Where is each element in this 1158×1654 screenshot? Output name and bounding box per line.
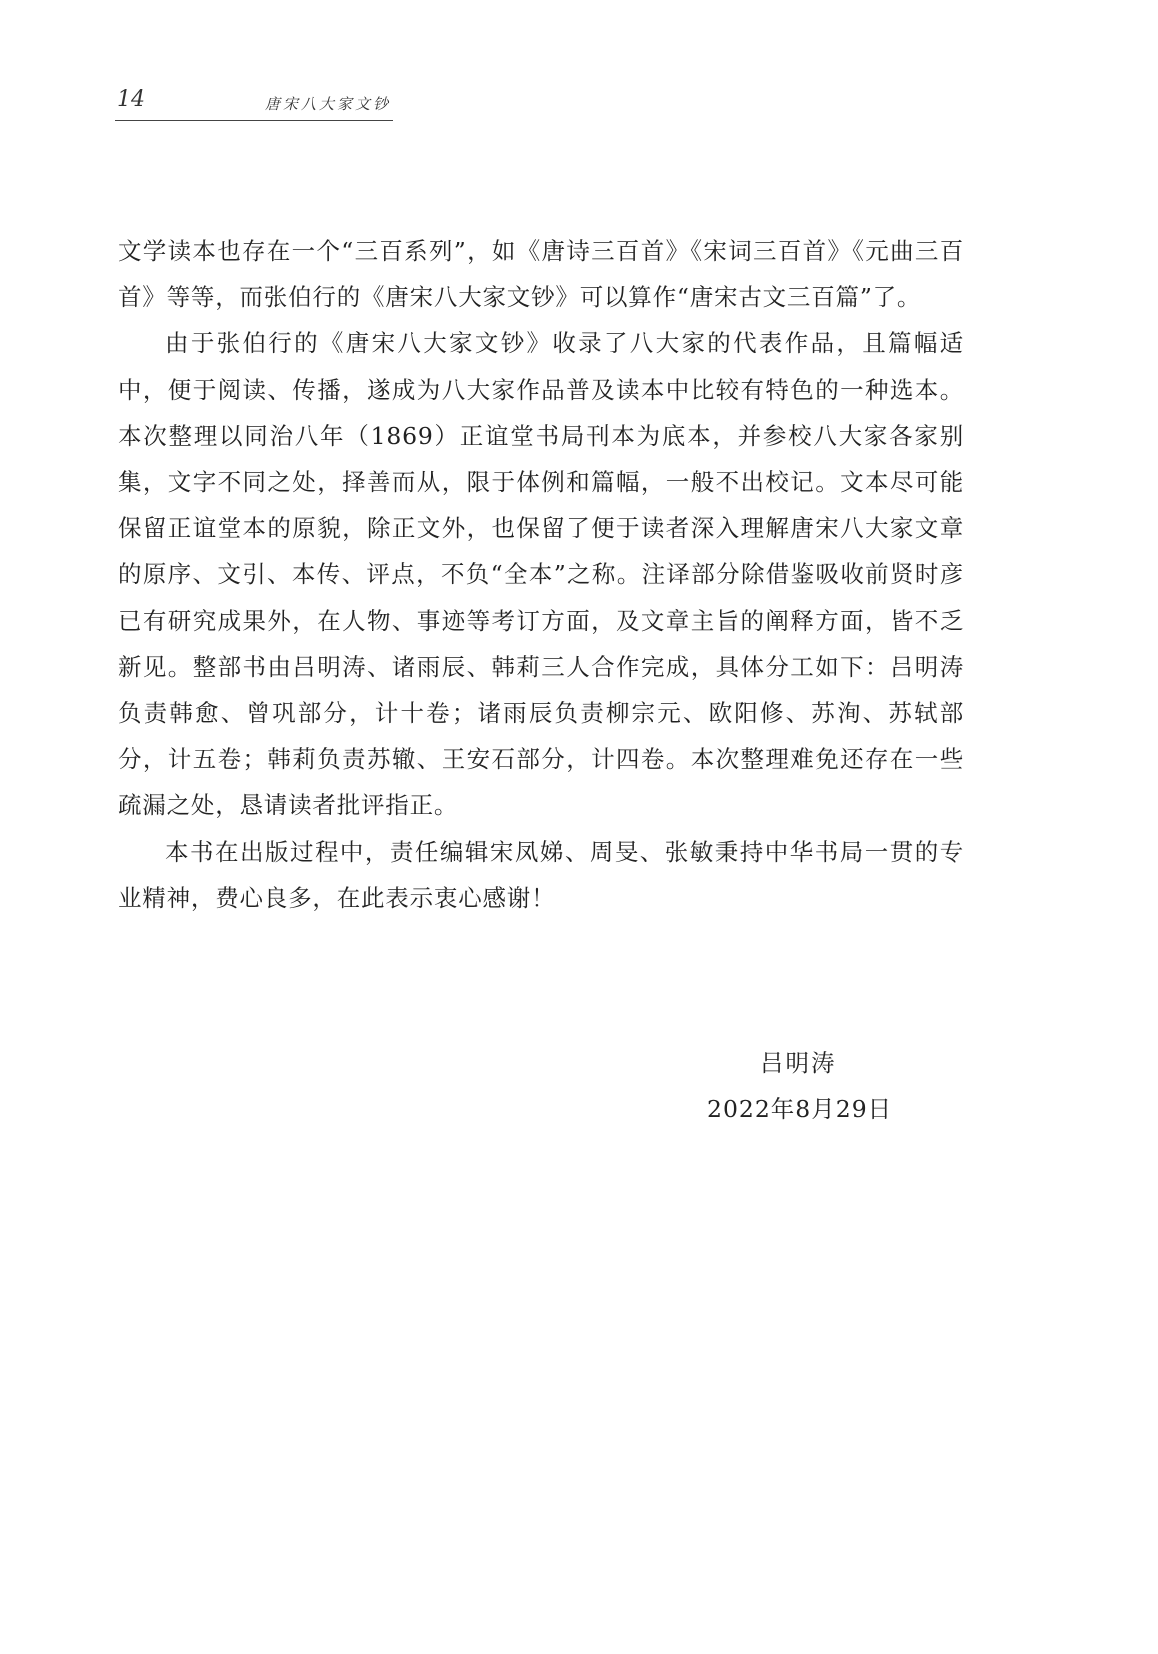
paragraph: 本书在出版过程中，责任编辑宋凤娣、周旻、张敏秉持中华书局一贯的专业精神，费心良多，在此表示衷心感谢！ [118,837,964,912]
signature-date: 2022年8月29日 [707,1095,893,1123]
body-text [118,228,964,921]
page-number: 14 [117,87,145,112]
paragraph-continued: 文学读本也存在一个“三百系列”，如《唐诗三百首》《宋词三百首》《元曲三百首》等等，而张伯行的《唐宋八大家文钞》可以算作“唐宋古文三百篇”了。 [118,237,964,312]
paragraph: 由于张伯行的《唐宋八大家文钞》收录了八大家的代表作品，且篇幅适中，便于阅读、传播，遂成为八大家作品普及读本中比较有特色的一种选本。本次整理以同治八年（1869）正谊堂书局刊本为底本，并参校八大家各家别集，文字不同之处，择善而从，限于体例和篇幅，一般不出校记。文本尽可能保留正谊堂本的原貌，除正文外，也保留了便于读者深入理解唐宋八大家文章的原序、文引、本传、评点，不负“全本”之称。注译部分除借鉴吸收前贤时彦已有研究成果外，在人物、事迹等考订方面，及文章主旨的阐释方面，皆不乏新见。整部书由吕明涛、诸雨辰、韩莉三人合作完成，具体分工如下：吕明涛负责韩愈、曾巩部分，计十卷；诸雨辰负责柳宗元、欧阳修、苏洵、苏轼部分，计五卷；韩莉负责苏辙、王安石部分，计四卷。本次整理难免还存在一些疏漏之处，恳请读者批评指正。 [118,329,964,820]
author-signature: 吕明涛 [760,1049,837,1077]
running-header [115,82,393,121]
running-title: 唐宋八大家文钞 [265,95,392,113]
